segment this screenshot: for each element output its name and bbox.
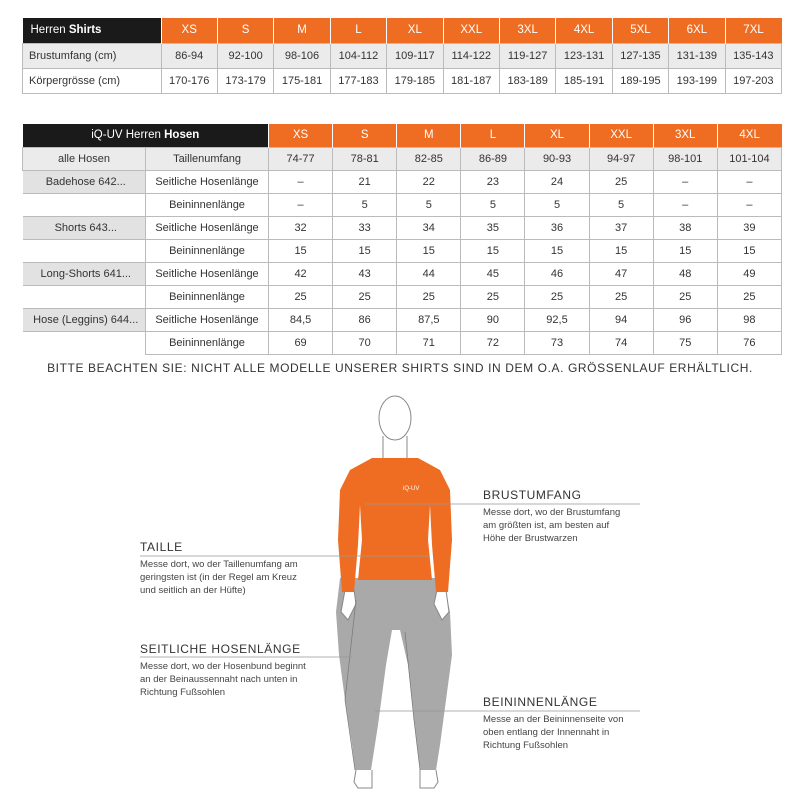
annotation-text: Messe dort, wo der Brustumfang am größten ist, am besten auf Höhe der Brustwarzen (483, 507, 621, 544)
table-cell: – (717, 170, 781, 193)
table-cell: – (269, 193, 333, 216)
product-group-label: Long-Shorts 641... (23, 262, 146, 285)
shirts-title-prefix: Herren (30, 24, 69, 37)
annotation-title: SEITLICHE HOSENLÄNGE (140, 642, 301, 656)
table-cell: 71 (397, 331, 461, 354)
table-cell: 25 (589, 285, 653, 308)
table-cell: 5 (397, 193, 461, 216)
annotation-title: TAILLE (140, 540, 183, 554)
table-cell: 38 (653, 216, 717, 239)
table-cell: 49 (717, 262, 781, 285)
size-header: 4XL (717, 124, 781, 147)
size-header: M (274, 18, 330, 43)
table-cell: 15 (717, 239, 781, 262)
annotation-brustumfang (483, 489, 620, 545)
size-header: S (217, 18, 273, 43)
size-header: 3XL (499, 18, 555, 43)
table-cell: 25 (397, 285, 461, 308)
table-cell: 86-89 (461, 147, 525, 170)
table-cell: 25 (269, 285, 333, 308)
table-cell: 15 (589, 239, 653, 262)
table-cell: 197-203 (725, 68, 781, 93)
size-header: 5XL (612, 18, 668, 43)
table-cell: 82-85 (397, 147, 461, 170)
table-cell: 109-117 (387, 43, 443, 68)
table-cell: 114-122 (443, 43, 499, 68)
table-cell: 22 (397, 170, 461, 193)
table-cell: 47 (589, 262, 653, 285)
table-cell: 5 (461, 193, 525, 216)
measure-label: Seitliche Hosenlänge (146, 170, 269, 193)
table-cell: 15 (333, 239, 397, 262)
annotation-beininnenlaenge (483, 696, 623, 752)
measure-label: Beininnenlänge (146, 239, 269, 262)
measure-label: Beininnenlänge (146, 331, 269, 354)
annotation-title: BEININNENLÄNGE (483, 695, 598, 709)
size-header: 7XL (725, 18, 781, 43)
table-cell: 35 (461, 216, 525, 239)
table-cell: 69 (269, 331, 333, 354)
table-cell: 42 (269, 262, 333, 285)
table-cell: 25 (461, 285, 525, 308)
table-cell: 25 (653, 285, 717, 308)
table-cell: 72 (461, 331, 525, 354)
table-cell: 48 (653, 262, 717, 285)
annotation-seitliche-hosenlaenge (140, 643, 306, 699)
measure-label: Seitliche Hosenlänge (146, 262, 269, 285)
table-cell: 24 (525, 170, 589, 193)
table-cell: 21 (333, 170, 397, 193)
row-label: Körpergrösse (cm) (23, 68, 162, 93)
shirt-logo: iQ-UV (403, 486, 420, 492)
size-header: 3XL (653, 124, 717, 147)
table-cell: 87,5 (397, 308, 461, 331)
annotation-text: Messe dort, wo der Taillenumfang am geringsten ist (in der Regel am Kreuz und seitlich an der Hüfte) (140, 559, 298, 596)
size-header: 6XL (669, 18, 725, 43)
table-cell: 98-106 (274, 43, 330, 68)
annotation-text: Messe an der Beininnenseite von oben entlang der Innennaht in Richtung Fußsohlen (483, 714, 624, 751)
product-group-label: Badehose 642... (23, 170, 146, 193)
table-cell: 92,5 (525, 308, 589, 331)
table-cell: 37 (589, 216, 653, 239)
size-header: XXL (443, 18, 499, 43)
table-cell: 25 (589, 170, 653, 193)
table-cell: 15 (653, 239, 717, 262)
table-cell: 73 (525, 331, 589, 354)
table-cell: 78-81 (333, 147, 397, 170)
table-cell: 32 (269, 216, 333, 239)
table-cell: 45 (461, 262, 525, 285)
table-cell: 92-100 (217, 43, 273, 68)
table-cell: 33 (333, 216, 397, 239)
table-cell: 25 (525, 285, 589, 308)
table-cell: 15 (461, 239, 525, 262)
table-cell: – (717, 193, 781, 216)
table-cell: 98-101 (653, 147, 717, 170)
table-cell: 183-189 (499, 68, 555, 93)
table-cell: 90 (461, 308, 525, 331)
table-cell: – (653, 193, 717, 216)
table-cell: 84,5 (269, 308, 333, 331)
product-group-label: alle Hosen (23, 147, 146, 170)
table-cell: 76 (717, 331, 781, 354)
size-header: L (330, 18, 386, 43)
table-cell: 96 (653, 308, 717, 331)
table-cell: 175-181 (274, 68, 330, 93)
table-cell: 15 (525, 239, 589, 262)
shirts-title-bold: Shirts (68, 24, 102, 37)
table-cell: 46 (525, 262, 589, 285)
row-label: Brustumfang (cm) (23, 43, 162, 68)
table-cell: 179-185 (387, 68, 443, 93)
table-cell: 104-112 (330, 43, 386, 68)
measure-label: Seitliche Hosenlänge (146, 216, 269, 239)
size-header: M (397, 124, 461, 147)
table-cell: 39 (717, 216, 781, 239)
head-outline (379, 396, 411, 440)
product-group-label: Hose (Leggins) 644... (23, 308, 146, 331)
size-header: XXL (589, 124, 653, 147)
table-cell: 86-94 (161, 43, 217, 68)
table-cell: 25 (333, 285, 397, 308)
measure-label: Beininnenlänge (146, 285, 269, 308)
table-cell: 23 (461, 170, 525, 193)
measure-label: Seitliche Hosenlänge (146, 308, 269, 331)
size-header: 4XL (556, 18, 612, 43)
size-header: S (333, 124, 397, 147)
hosen-title-bold: Hosen (164, 129, 200, 142)
table-cell: – (269, 170, 333, 193)
table-cell: 74-77 (269, 147, 333, 170)
size-header: XL (525, 124, 589, 147)
table-cell: 74 (589, 331, 653, 354)
availability-notice: BITTE BEACHTEN SIE: NICHT ALLE MODELLE UNSERER SHIRTS SIND IN DEM O.A. GRÖSSENLAUF ERHÄLTLICH. (47, 361, 753, 375)
table-cell: 189-195 (612, 68, 668, 93)
table-cell: 135-143 (725, 43, 781, 68)
table-cell: 131-139 (669, 43, 725, 68)
right-foot-outline (420, 770, 438, 788)
table-cell: 119-127 (499, 43, 555, 68)
table-cell: 94 (589, 308, 653, 331)
shirt-shape (338, 458, 452, 592)
table-cell: 15 (269, 239, 333, 262)
table-cell: 86 (333, 308, 397, 331)
table-cell: 170-176 (161, 68, 217, 93)
table-cell: 44 (397, 262, 461, 285)
annotation-title: BRUSTUMFANG (483, 488, 582, 502)
table-cell: 5 (589, 193, 653, 216)
table-cell: 98 (717, 308, 781, 331)
table-cell: 5 (525, 193, 589, 216)
table-cell: 90-93 (525, 147, 589, 170)
table-cell: 181-187 (443, 68, 499, 93)
table-cell: 36 (525, 216, 589, 239)
table-cell: – (653, 170, 717, 193)
size-header: XL (387, 18, 443, 43)
table-cell: 25 (717, 285, 781, 308)
table-cell: 173-179 (217, 68, 273, 93)
table-cell: 34 (397, 216, 461, 239)
table-cell: 94-97 (589, 147, 653, 170)
annotation-text: Messe dort, wo der Hosenbund beginnt an der Beinaussennaht nach unten in Richtung Fußsohlen (140, 661, 306, 698)
table-cell: 101-104 (717, 147, 781, 170)
measure-label: Beininnenlänge (146, 193, 269, 216)
size-header: XS (161, 18, 217, 43)
size-header: L (461, 124, 525, 147)
annotation-taille (140, 541, 298, 597)
table-cell: 15 (397, 239, 461, 262)
hosen-title-prefix: iQ-UV Herren (91, 129, 165, 142)
table-cell: 75 (653, 331, 717, 354)
table-cell: 177-183 (330, 68, 386, 93)
table-cell: 70 (333, 331, 397, 354)
measure-label: Taillenumfang (146, 147, 269, 170)
table-cell: 43 (333, 262, 397, 285)
table-cell: 5 (333, 193, 397, 216)
size-header: XS (269, 124, 333, 147)
table-cell: 185-191 (556, 68, 612, 93)
product-group-label: Shorts 643... (23, 216, 146, 239)
table-cell: 123-131 (556, 43, 612, 68)
left-foot-outline (354, 770, 372, 788)
table-cell: 193-199 (669, 68, 725, 93)
table-cell: 127-135 (612, 43, 668, 68)
